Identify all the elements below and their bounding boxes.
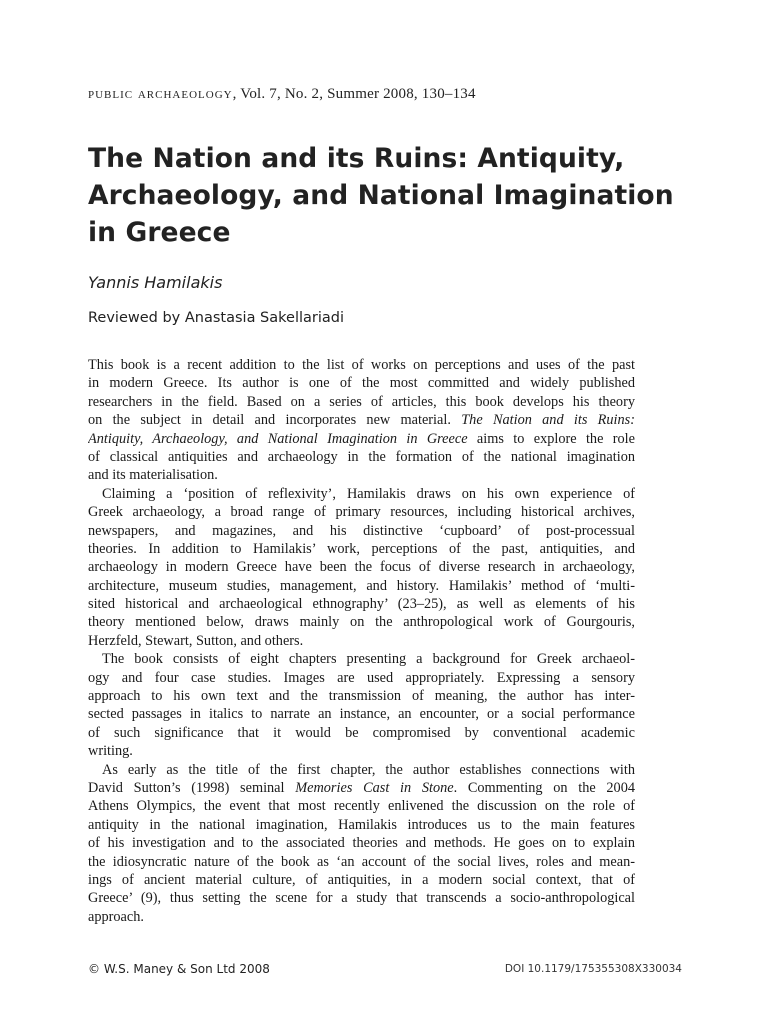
body-line: of classical antiquities and archaeology in the formation of the national imagination xyxy=(88,448,635,465)
body-line: Herzfeld, Stewart, Sutton, and others. xyxy=(88,632,304,649)
title-line: in Greece xyxy=(88,217,231,248)
body-line xyxy=(88,430,635,448)
body-line: in modern Greece. Its author is one of the most committed and widely published xyxy=(88,375,635,392)
issue-citation: , Vol. 7, No. 2, Summer 2008, 130–134 xyxy=(232,86,476,102)
body-line: ogy and four case studies. Images are used appropriately. Expressing a sensory xyxy=(88,669,635,686)
body-line xyxy=(88,779,635,797)
cited-title-italic: Memories Cast in Stone xyxy=(295,779,454,796)
body-line: Greek archaeology, a broad range of primary resources, including historical archives, xyxy=(88,504,635,521)
body-line: of his investigation and to the associated theories and methods. He goes on to explain xyxy=(88,835,635,852)
body-line: theory mentioned below, draws mainly on the anthropological work of Gourgouris, xyxy=(88,614,635,631)
reviewer-credit: Reviewed by Anastasia Sakellariadi xyxy=(88,310,345,326)
journal-name: public archaeology xyxy=(88,86,233,102)
body-text: aims to explore the role xyxy=(467,430,635,447)
body-line: approach to his own text and the transmission of meaning, the author has inter- xyxy=(88,688,635,705)
body-line: archaeology in modern Greece have been the focus of diverse research in archaeology, xyxy=(88,559,635,576)
body-line: Athens Olympics, the event that most recently enlivened the discussion on the role of xyxy=(88,798,635,815)
doi-reference: DOI 10.1179/175355308X330034 xyxy=(504,963,682,975)
book-title-italic: The Nation and its Ruins: xyxy=(461,412,635,429)
body-line xyxy=(88,411,635,429)
body-text: on the subject in detail and incorporates new material. xyxy=(88,412,462,429)
body-line: architecture, museum studies, management, and history. Hamilakis’ method of ‘multi- xyxy=(88,577,635,594)
body-line: newspapers, and magazines, and his distinctive ‘cupboard’ of post-processual xyxy=(88,522,635,539)
body-line: theories. In addition to Hamilakis’ work, perceptions of the past, antiquities, and xyxy=(88,540,635,557)
book-title-italic: Antiquity, Archaeology, and National Imagination in Greece xyxy=(88,430,468,447)
body-line: ings of ancient material culture, of antiquities, in a modern social context, that of xyxy=(88,871,635,888)
body-line: of such significance that it would be compromised by conventional academic xyxy=(88,724,635,741)
title-line: Archaeology, and National Imagination xyxy=(88,180,674,211)
body-line: writing. xyxy=(88,743,133,760)
body-line: approach. xyxy=(88,908,144,925)
body-line: Greece’ (9), thus setting the scene for a study that transcends a socio-anthropological xyxy=(88,890,635,907)
body-line: This book is a recent addition to the list of works on perceptions and uses of the past xyxy=(88,357,635,373)
body-line: The book consists of eight chapters presenting a background for Greek archaeol- xyxy=(102,651,635,668)
body-line: As early as the title of the first chapter, the author establishes connections with xyxy=(102,761,635,778)
article-title xyxy=(88,140,688,251)
body-line: sited historical and archaeological ethnography’ (23–25), as well as elements of his xyxy=(88,596,635,613)
body-line: sected passages in italics to narrate an instance, an encounter, or a social performance xyxy=(88,706,635,723)
body-line: the idiosyncratic nature of the book as ‘an account of the social lives, roles and mean- xyxy=(88,853,635,870)
review-body xyxy=(88,356,635,926)
copyright-notice: © W.S. Maney & Son Ltd 2008 xyxy=(88,962,270,976)
body-line: and its materialisation. xyxy=(88,467,218,484)
body-line: antiquity in the national imagination, Hamilakis introduces us to the main features xyxy=(88,816,635,833)
body-line: Claiming a ‘position of reflexivity’, Hamilakis draws on his own experience of xyxy=(102,485,635,502)
running-head xyxy=(88,86,476,103)
body-text: David Sutton’s (1998) seminal xyxy=(88,779,296,796)
book-author: Yannis Hamilakis xyxy=(88,273,223,292)
title-line: The Nation and its Ruins: Antiquity, xyxy=(88,143,625,174)
body-line: researchers in the field. Based on a series of articles, this book develops his theory xyxy=(88,393,635,410)
body-text: . Commenting on the 2004 xyxy=(453,779,635,796)
